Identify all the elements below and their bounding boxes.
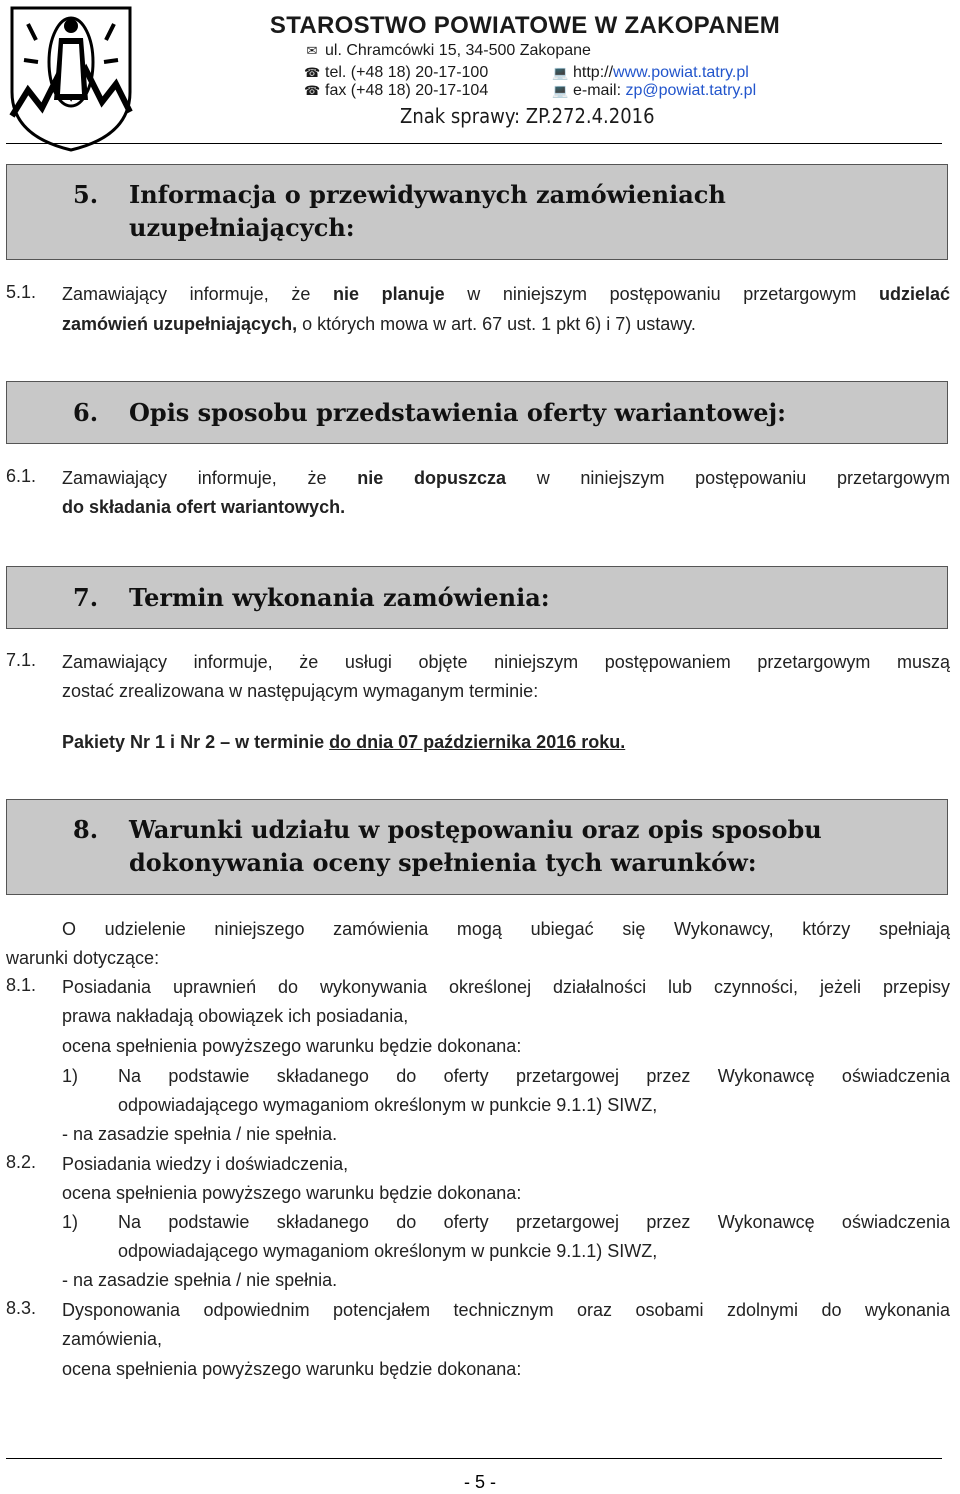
paragraph-8-1-tail: - na zasadzie spełnia / nie spełnia. — [62, 1124, 338, 1144]
paragraph-6-1-line2: do składania ofert wariantowych. — [62, 497, 346, 517]
paragraph-number: 7.1. — [6, 650, 37, 670]
website-line[interactable]: 💻 http://www.powiat.tatry.pl — [552, 64, 749, 81]
paragraph-8-1-line2: prawa nakładają obowiązek ich posiadania, — [62, 1006, 409, 1026]
section-6-heading: 6. Opis sposobu przedstawienia oferty wariantowej: — [6, 381, 948, 444]
paragraph-5-1-line2: zamówień uzupełniających, o których mowa w art. 67 ust. 1 pkt 6) i 7) ustawy. — [62, 314, 696, 334]
case-number: Znak sprawy: ZP.272.4.2016 — [400, 104, 655, 128]
paragraph-number: 8.2. — [6, 1152, 37, 1172]
page-number: - 5 - — [463, 1472, 496, 1492]
list-item-number: 1) — [62, 1066, 79, 1086]
paragraph-8-2-line2: ocena spełnienia powyższego warunku będzie dokonana: — [62, 1183, 522, 1203]
paragraph-8-1-line1: Posiadania uprawnień do wykonywania określonej działalności lub czynności, jeżeli przepisy — [62, 977, 950, 997]
footer-divider — [6, 1458, 942, 1459]
paragraph-number: 8.3. — [6, 1298, 37, 1318]
county-coat-of-arms-logo — [8, 4, 134, 152]
computer-icon: 💻 — [552, 65, 569, 80]
fax-line: ☎ fax (+48 18) 20-17-104 — [304, 82, 489, 99]
paragraph-7-1-line1: Zamawiający informuje, że usługi objęte niniejszym postępowaniem przetargowym muszą — [62, 652, 950, 672]
paragraph-8-3-line1: Dysponowania odpowiednim potencjałem technicznym oraz osobami zdolnymi do wykonania — [62, 1300, 950, 1320]
telephone-icon: ☎ — [304, 83, 321, 98]
paragraph-8-1-line3: ocena spełnienia powyższego warunku będzie dokonana: — [62, 1036, 522, 1056]
section-8-intro-line2: warunki dotyczące: — [6, 948, 160, 968]
header-divider — [6, 143, 942, 144]
paragraph-8-1-item1-line1: Na podstawie składanego do oferty przetargowej przez Wykonawcę oświadczenia — [118, 1066, 950, 1086]
paragraph-number: 6.1. — [6, 466, 37, 486]
computer-icon: 💻 — [552, 83, 569, 98]
paragraph-8-3-line3: ocena spełnienia powyższego warunku będzie dokonana: — [62, 1359, 522, 1379]
paragraph-8-2-tail: - na zasadzie spełnia / nie spełnia. — [62, 1270, 338, 1290]
address-line: ✉ ul. Chramcówki 15, 34-500 Zakopane — [304, 42, 591, 60]
paragraph-6-1-line1: Zamawiający informuje, że nie dopuszcza w niniejszym postępowaniu przetargowym — [62, 468, 950, 488]
paragraph-8-2-item1-line1: Na podstawie składanego do oferty przetargowej przez Wykonawcę oświadczenia — [118, 1212, 950, 1232]
packages-deadline: Pakiety Nr 1 i Nr 2 – w terminie do dnia 07 października 2016 roku. — [62, 732, 626, 752]
paragraph-number: 5.1. — [6, 282, 37, 302]
paragraph-8-2-line1: Posiadania wiedzy i doświadczenia, — [62, 1154, 349, 1174]
paragraph-5-1-line1: Zamawiający informuje, że nie planuje w niniejszym postępowaniu przetargowym udzielać — [62, 284, 950, 304]
telephone-line: ☎ tel. (+48 18) 20-17-100 — [304, 64, 489, 81]
paragraph-8-1-item1-line2: odpowiadającego wymaganiom określonym w punkcie 9.1.1) SIWZ, — [118, 1095, 658, 1115]
section-8-intro-line1: O udzielenie niniejszego zamówienia mogą ubiegać się Wykonawcy, którzy spełniają — [62, 919, 950, 939]
section-8-heading: 8. Warunki udziału w postępowaniu oraz opis sposobu dokonywania oceny spełnienia tych warunków: — [6, 799, 948, 895]
section-7-heading: 7. Termin wykonania zamówienia: — [6, 566, 948, 629]
list-item-number: 1) — [62, 1212, 79, 1232]
paragraph-7-1-line2: zostać zrealizowana w następującym wymaganym terminie: — [62, 681, 539, 701]
envelope-icon: ✉ — [306, 43, 318, 58]
paragraph-8-2-item1-line2: odpowiadającego wymaganiom określonym w punkcie 9.1.1) SIWZ, — [118, 1241, 658, 1261]
email-line[interactable]: 💻 e-mail: zp@powiat.tatry.pl — [552, 82, 757, 99]
paragraph-number: 8.1. — [6, 975, 37, 995]
section-5-heading: 5. Informacja o przewidywanych zamówieniach uzupełniających: — [6, 164, 948, 260]
paragraph-8-3-line2: zamówienia, — [62, 1329, 163, 1349]
office-name-title: STAROSTWO POWIATOWE W ZAKOPANEM — [269, 12, 781, 39]
telephone-icon: ☎ — [304, 65, 321, 80]
